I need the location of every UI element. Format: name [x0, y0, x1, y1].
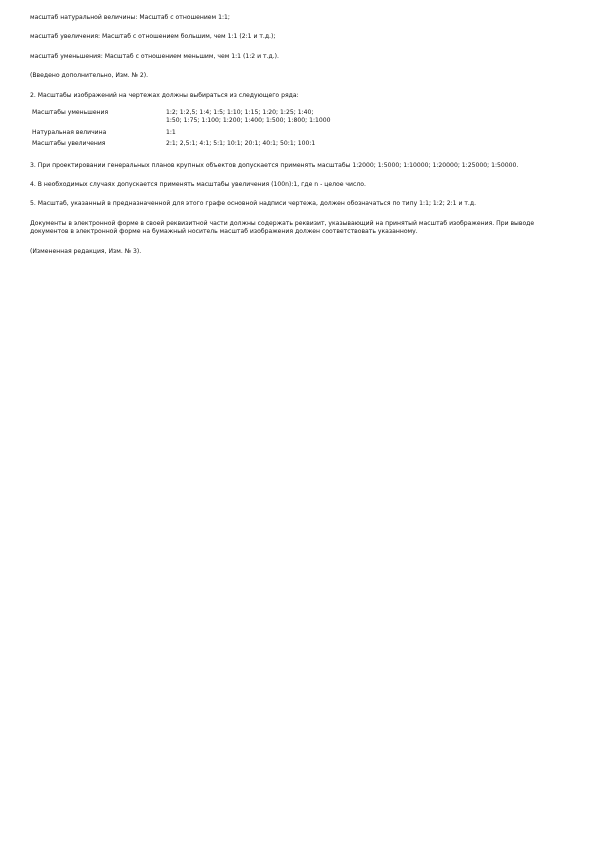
definition-reduction-scale: масштаб уменьшения: Масштаб с отношением меньшим, чем 1:1 (1:2 и т.д.). [30, 52, 279, 60]
document-page [30, 14, 568, 267]
electronic-documents-paragraph: Документы в электронной форме в своей реквизитной части должны содержать реквизит, указывающий на принятый масштаб изображения. При выводе документов в электронной форме на бумажный носитель масштаб изображения должен соответствовать указанному. [30, 219, 535, 236]
table-cell-scale-type: Масштабы уменьшения [32, 109, 109, 117]
table-row [30, 109, 396, 129]
scale-values-line: 1:2; 1:2,5; 1:4; 1:5; 1:10; 1:15; 1:20; 1:25; 1:40; [166, 109, 314, 117]
scale-values-line: 2:1; 2,5:1; 4:1; 5:1; 10:1; 20:1; 40:1; 50:1; 100:1 [166, 140, 316, 148]
scale-values-line: 1:1 [166, 128, 176, 136]
table-cell-scale-type: Масштабы увеличения [32, 140, 106, 148]
clause-5: 5. Масштаб, указанный в предназначенной для этого графе основной надписи чертежа, должен обозначаться по типу 1:1; 1:2; 2:1 и т.д. [30, 200, 477, 208]
table-cell-scale-values [164, 129, 396, 140]
clause-2: 2. Масштабы изображений на чертежах должны выбираться из следующего ряда: [30, 91, 299, 99]
clause-3: 3. При проектировании генеральных планов крупных объектов допускается применять масштабы 1:2000; 1:5000; 1:10000; 1:20000; 1:25000; 1:50000. [30, 161, 519, 169]
table-row [30, 129, 396, 140]
table-cell-scale-values [164, 140, 396, 151]
amendment-note-2: (Введено дополнительно, Изм. № 2). [30, 72, 149, 80]
table-row [30, 140, 396, 151]
amendment-note-3: (Измененная редакция, Изм. № 3). [30, 247, 142, 255]
table-cell-scale-values [164, 109, 396, 129]
table-cell-scale-type: Натуральная величина [32, 128, 107, 136]
definition-enlargement-scale: масштаб увеличения: Масштаб с отношением большим, чем 1:1 (2:1 и т.д.); [30, 33, 276, 41]
scale-values-line: 1:50; 1:75; 1:100; 1:200; 1:400; 1:500; 1:800; 1:1000 [166, 117, 331, 125]
clause-4: 4. В необходимых случаях допускается применять масштабы увеличения (100n):1, где n - целое число. [30, 181, 366, 189]
scale-table [30, 109, 396, 152]
definition-natural-scale: масштаб натуральной величины: Масштаб с отношением 1:1; [30, 14, 230, 21]
